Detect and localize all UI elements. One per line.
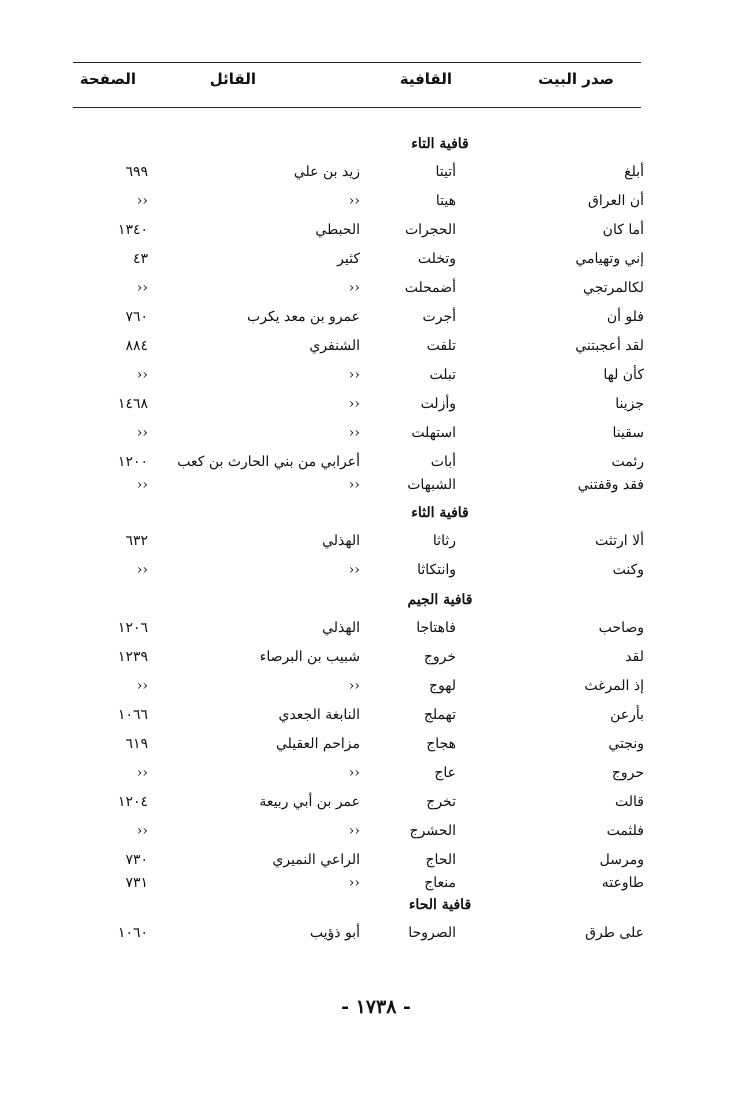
first-words-cell: وصاحب (598, 620, 644, 636)
rhyme-cell: وتخلت (417, 251, 456, 267)
table-row (0, 852, 752, 876)
page-ref-cell: ١٣٤٠ (117, 222, 148, 238)
rhyme-cell: تهملج (423, 707, 456, 723)
first-words-cell: بأرعن (610, 707, 644, 723)
first-words-cell: إني وتهيامي (575, 251, 644, 267)
rhyme-cell: هجاج (426, 736, 456, 752)
poet-cell: ‹‹ (348, 280, 360, 296)
table-row (0, 164, 752, 188)
rhyme-cell: أضمحلت (404, 280, 456, 296)
poet-cell: النابغة الجعدي (278, 707, 360, 723)
table-row (0, 649, 752, 673)
poet-cell: أعرابي من بني الحارث بن كعب (177, 454, 360, 470)
table-row (0, 620, 752, 644)
first-words-cell: جزينا (615, 396, 644, 412)
page-ref-cell: ٦٩٩ (125, 164, 148, 180)
rhyme-cell: تبلت (429, 367, 456, 383)
first-words-cell: ونجتي (608, 736, 644, 752)
first-words-cell: فلثمت (606, 823, 644, 839)
poet-cell: كثير (337, 251, 360, 267)
poet-cell: زيد بن علي (293, 164, 360, 180)
rhyme-cell: وأزلت (420, 396, 456, 412)
rhyme-cell: الحجرات (404, 222, 456, 238)
header-top-rule (73, 62, 641, 63)
rhyme-cell: لهوج (429, 678, 456, 694)
rhyme-cell: أبات (430, 454, 456, 470)
table-row (0, 396, 752, 420)
rhyme-cell: منعاج (424, 875, 456, 891)
rhyme-cell: عاج (434, 765, 456, 781)
table-row (0, 875, 752, 899)
first-words-cell: أبلغ (624, 164, 644, 180)
rhyme-cell: الحشرج (409, 823, 456, 839)
poet-cell: ‹‹ (348, 765, 360, 781)
poet-cell: عمرو بن معد يكرب (247, 309, 360, 325)
page-ref-cell: ٤٣ (132, 251, 148, 267)
rhyme-cell: تخرج (426, 794, 456, 810)
page-ref-cell: ‹‹ (136, 823, 148, 839)
poet-cell: ‹‹ (348, 562, 360, 578)
page-ref-cell: ١٠٦٦ (117, 707, 148, 723)
first-words-cell: قالت (615, 794, 644, 810)
first-words-cell: أما كان (602, 222, 644, 238)
first-words-cell: فقد وقفتني (577, 477, 644, 493)
table-row (0, 280, 752, 304)
first-words-cell: كأن لها (603, 367, 644, 383)
table-row (0, 823, 752, 847)
poet-cell: الراعي النميري (272, 852, 360, 868)
section-title: قافية الجيم (407, 592, 473, 608)
poet-cell: الهذلي (322, 533, 360, 549)
page-ref-cell: ‹‹ (136, 678, 148, 694)
header-bottom-rule (73, 107, 641, 108)
rhyme-cell: خروج (423, 649, 456, 665)
table-row (0, 533, 752, 557)
first-words-cell: حروج (611, 765, 644, 781)
page-ref-cell: ‹‹ (136, 477, 148, 493)
poet-cell: ‹‹ (348, 193, 360, 209)
table-row (0, 925, 752, 949)
table-row (0, 736, 752, 760)
first-words-cell: إذ المرغث (584, 678, 644, 694)
section-title: قافية الثاء (411, 505, 469, 521)
page-ref-cell: ١٢٠٠ (117, 454, 148, 470)
table-row (0, 367, 752, 391)
poet-cell: ‹‹ (348, 425, 360, 441)
page-ref-cell: ‹‹ (136, 280, 148, 296)
rhyme-cell: الحاج (425, 852, 456, 868)
poet-cell: عمر بن أبي ربيعة (259, 794, 360, 810)
page-ref-cell: ١٠٦٠ (117, 925, 148, 941)
table-row (0, 338, 752, 362)
poet-cell: الشنفري (309, 338, 360, 354)
rhyme-cell: الصروحا (408, 925, 456, 941)
page-number: - ١٧٣٨ - (341, 996, 411, 1018)
page-ref-cell: ‹‹ (136, 193, 148, 209)
section-title: قافية الحاء (408, 897, 472, 913)
table-row (0, 222, 752, 246)
table-row (0, 477, 752, 501)
rhyme-cell: فاهتاجا (416, 620, 456, 636)
col-header-rhyme: القافية (399, 70, 452, 88)
first-words-cell: رئمت (611, 454, 644, 470)
page-ref-cell: ‹‹ (136, 367, 148, 383)
first-words-cell: طاوعته (601, 875, 644, 891)
first-words-cell: ومرسل (599, 852, 644, 868)
poet-cell: الحبطي (315, 222, 360, 238)
table-row (0, 707, 752, 731)
first-words-cell: أن العراق (587, 193, 644, 209)
col-header-poet: القائل (209, 70, 256, 88)
page-ref-cell: ‹‹ (136, 425, 148, 441)
rhyme-cell: وانتكاثا (417, 562, 456, 578)
page-ref-cell: ١٢٣٩ (117, 649, 148, 665)
rhyme-cell: هيتا (435, 193, 456, 209)
poet-cell: ‹‹ (348, 875, 360, 891)
poet-cell: أبو ذؤيب (309, 925, 360, 941)
table-row (0, 678, 752, 702)
page-ref-cell: ٨٨٤ (125, 338, 148, 354)
rhyme-cell: أجرت (422, 309, 456, 325)
poet-cell: شبيب بن البرصاء (259, 649, 360, 665)
rhyme-cell: رثاثا (432, 533, 456, 549)
poet-cell: ‹‹ (348, 396, 360, 412)
poet-cell: ‹‹ (348, 477, 360, 493)
table-row (0, 765, 752, 789)
rhyme-cell: أتيتا (435, 164, 456, 180)
table-row (0, 794, 752, 818)
col-header-first-words: صدر البيت (538, 70, 614, 88)
poet-cell: ‹‹ (348, 823, 360, 839)
table-row (0, 425, 752, 449)
first-words-cell: لقد أعجبتني (575, 338, 644, 354)
table-row (0, 309, 752, 333)
first-words-cell: ألا ارتثت (595, 533, 644, 549)
table-row (0, 193, 752, 217)
rhyme-cell: تلفت (426, 338, 456, 354)
first-words-cell: وكنت (612, 562, 644, 578)
page-ref-cell: ٧٦٠ (125, 309, 148, 325)
page-ref-cell: ١٤٦٨ (117, 396, 148, 412)
page-ref-cell: ‹‹ (136, 562, 148, 578)
col-header-page: الصفحة (79, 70, 136, 88)
poet-cell: مزاحم العقيلي (275, 736, 360, 752)
first-words-cell: فلو أن (606, 309, 644, 325)
rhyme-cell: استهلت (411, 425, 456, 441)
rhyme-cell: الشبهات (407, 477, 456, 493)
table-row (0, 454, 752, 478)
page-ref-cell: ٧٣٠ (125, 852, 148, 868)
page-ref-cell: ٧٣١ (125, 875, 148, 891)
table-row (0, 562, 752, 586)
poet-cell: ‹‹ (348, 678, 360, 694)
page-ref-cell: ١٢٠٦ (117, 620, 148, 636)
page-ref-cell: ١٢٠٤ (117, 794, 148, 810)
section-title: قافية التاء (411, 136, 469, 152)
page-ref-cell: ٦١٩ (125, 736, 148, 752)
first-words-cell: سقينا (612, 425, 644, 441)
first-words-cell: على طرق (585, 925, 644, 941)
page-ref-cell: ٦٣٢ (125, 533, 148, 549)
first-words-cell: لكالمرتجي (583, 280, 644, 296)
poet-cell: ‹‹ (348, 367, 360, 383)
poet-cell: الهذلي (322, 620, 360, 636)
table-row (0, 251, 752, 275)
first-words-cell: لقد (625, 649, 644, 665)
page-ref-cell: ‹‹ (136, 765, 148, 781)
